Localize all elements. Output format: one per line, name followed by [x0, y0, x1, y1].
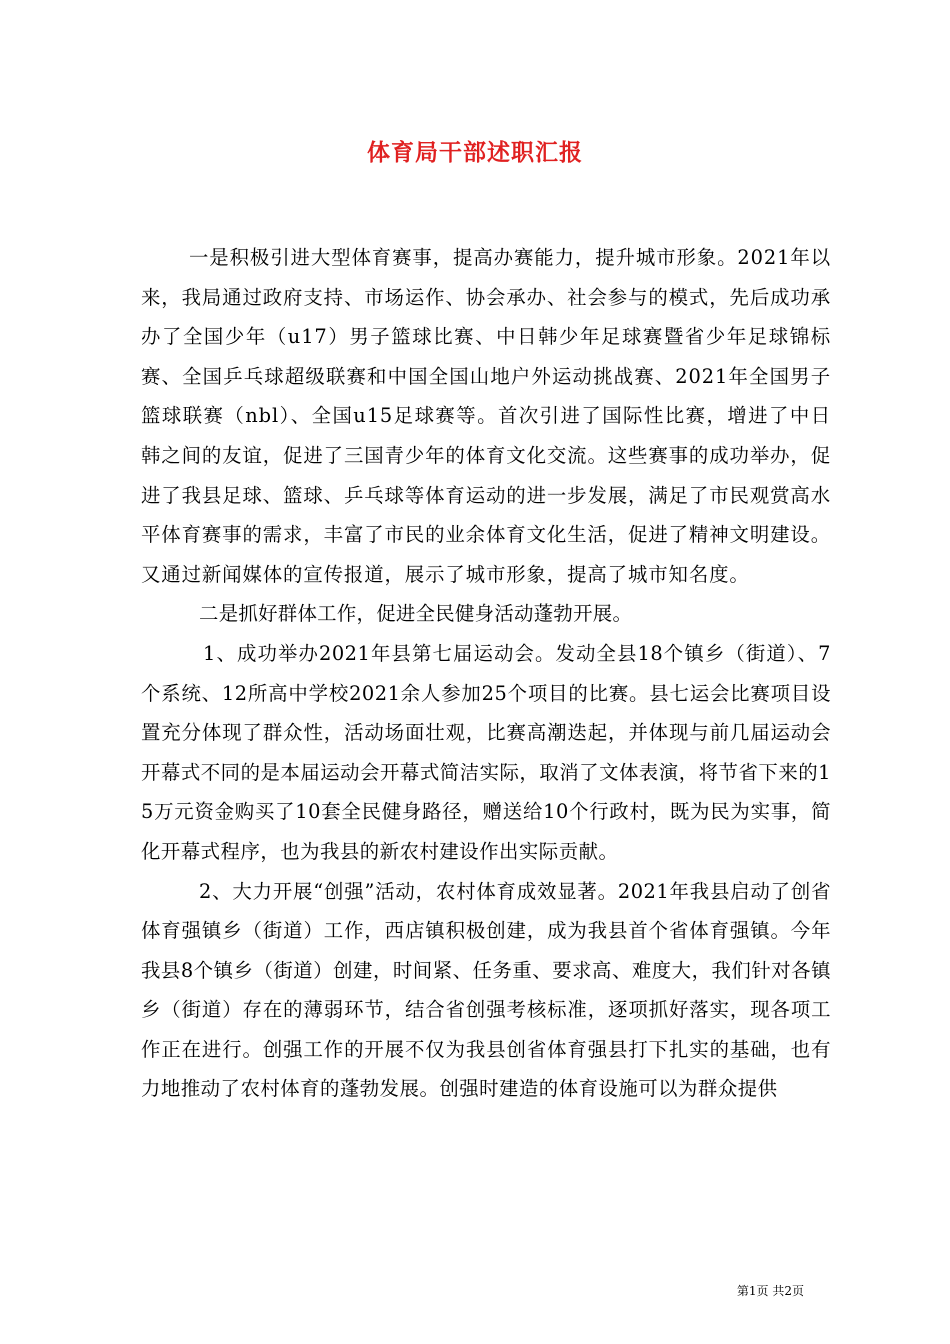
document-body [141, 238, 831, 1109]
document-title: 体育局干部述职汇报 [367, 139, 583, 166]
page-number-footer: 第1页 共2页 [736, 1284, 804, 1298]
paragraph-county-games: 1、成功举办2021年县第七届运动会。发动全县18个镇乡（街道）、7个系统、12所高中学校2021余人参加25个项目的比赛。县七运会比赛项目设置充分体现了群众性，活动场面壮观，比赛高潮迭起，并体现与前几届运动会开幕式不同的是本届运动会开幕式简洁实际，取消了文体表演，将节省下来的15万元资金购买了10套全民健身路径，赠送给10个行政村，既为民为实事，简化开幕式程序，也为我县的新农村建设作出实际贡献。 [141, 641, 831, 863]
paragraph-mass-sports-heading: 二是抓好群体工作，促进全民健身活动蓬勃开展。 [199, 602, 633, 626]
paragraph-rural-sports: 2、大力开展“创强”活动，农村体育成效显著。2021年我县启动了创省体育强镇乡（街道）工作，西店镇积极创建，成为我县首个省体育强镇。今年我县8个镇乡（街道）创建，时间紧、任务重、要求高、难度大，我们针对各镇乡（街道）存在的薄弱环节，结合省创强考核标准，逐项抓好落实，现各项工作正在进行。创强工作的开展不仅为我县创省体育强县打下扎实的基础，也有力地推动了农村体育的蓬勃发展。创强时建造的体育设施可以为群众提供 [141, 879, 831, 1101]
paragraph-major-events: 一是积极引进大型体育赛事，提高办赛能力，提升城市形象。2021年以来，我局通过政府支持、市场运作、协会承办、社会参与的模式，先后成功承办了全国少年（u17）男子篮球比赛、中日韩少年足球赛暨省少年足球锦标赛、全国乒乓球超级联赛和中国全国山地户外运动挑战赛、2021年全国男子篮球联赛（nbl）、全国u15足球赛等。首次引进了国际性比赛，增进了中日韩之间的友谊，促进了三国青少年的体育文化交流。这些赛事的成功举办，促进了我县足球、篮球、乒乓球等体育运动的进一步发展，满足了市民观赏高水平体育赛事的需求，丰富了市民的业余体育文化生活，促进了精神文明建设。又通过新闻媒体的宣传报道，展示了城市形象，提高了城市知名度。 [141, 246, 831, 586]
